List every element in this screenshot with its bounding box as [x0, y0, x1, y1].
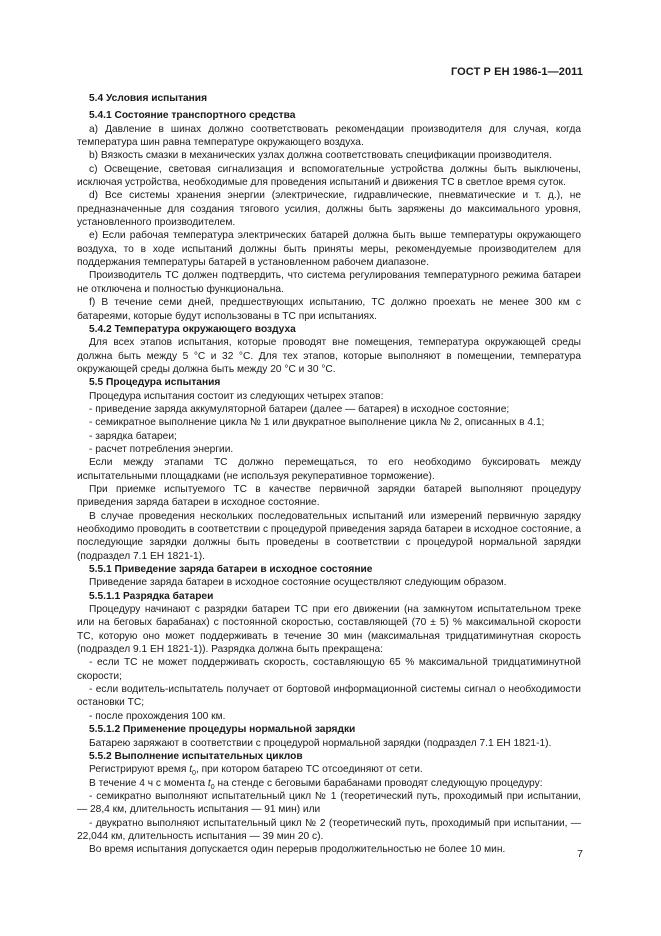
- paragraph: Производитель ТС должен подтвердить, что система регулирования температурного режима батареи не отключена и полностью функциональна.: [77, 270, 581, 295]
- text-fragment: , при котором батарею ТС отсоединяют от сети.: [195, 764, 423, 776]
- text-fragment: В течение 4 ч с момента: [89, 777, 208, 789]
- list-item: - если водитель-испытатель получает от бортовой информационной системы сигнал о необходимости остановки ТС;: [77, 684, 581, 709]
- paragraph: Если между этапами ТС должно перемещаться, то его необходимо буксировать между испытательными площадками (не используя рекуперативное торможение).: [77, 457, 581, 482]
- paragraph: Процедуру начинают с разрядки батареи ТС при его движении (на замкнутом испытательном треке или на беговых барабанах) с постоянной скоростью, составляющей (70 ± 5) % максимальной скорости ТС, которую оно может поддерживать в течение 30 мин (максимальная тридцатиминутная скорость (подраздел 9.1 ЕН 1821-1)). Разрядка должна быть прекращена:: [77, 604, 581, 656]
- section-5-4-1-heading: 5.4.1 Состояние транспортного средства: [89, 110, 296, 122]
- text-fragment: Регистрируют время: [89, 764, 190, 776]
- list-item: - семикратно выполняют испытательный цикл № 1 (теоретический путь, проходимый при испытании, — 28,4 км, длительность испытания — 91 мин) или: [77, 790, 581, 816]
- paragraph-t0-register: [77, 763, 581, 776]
- paragraph: Процедура испытания состоит из следующих четырех этапов:: [89, 390, 384, 402]
- section-5-5-1-2-heading: 5.5.1.2 Применение процедуры нормальной зарядки: [89, 724, 356, 736]
- paragraph: В случае проведения нескольких последовательных испытаний или измерений первичную зарядку необходимо проводить в соответствии с процедурой приведения заряда батареи в исходное состояние, а последующие зарядки должны быть проведены в соответствии с процедурой нормальной зарядки (подраздел 7.1 ЕН 1821-1).: [77, 510, 581, 562]
- paragraph: Для всех этапов испытания, которые проводят вне помещения, температура окружающей среды должна быть между 5 °С и 32 °С. Для тех этапов, которые выполняют в помещении, температура окружающей среды должна быть между 20 °С и 30 °С.: [77, 337, 581, 375]
- section-5-4-heading: 5.4 Условия испытания: [89, 93, 208, 104]
- list-item: - зарядка батареи;: [89, 430, 177, 442]
- list-item: - двукратно выполняют испытательный цикл № 2 (теоретический путь, проходимый при испытании, — 22,044 км, длительность испытания — 39 мин 20 с).: [77, 817, 581, 842]
- time-variable: t: [189, 764, 193, 776]
- paragraph: e) Если рабочая температура электрических батарей должна быть выше температуры окружающего воздуха, то в ходе испытаний должны быть приняты меры, рекомендуемые производителем для поддержания температуры батарей в установленном рабочем диапазоне.: [77, 230, 581, 269]
- paragraph: Батарею заряжают в соответствии с процедурой нормальной зарядки (подраздел 7.1 ЕН 1821-1).: [89, 737, 552, 749]
- paragraph: При приемке испытуемого ТС в качестве первичной зарядки батарей выполняют процедуру приведения заряда батареи в исходное состояние.: [77, 483, 581, 509]
- paragraph: Во время испытания допускается один перерыв продолжительностью не более 10 мин.: [89, 844, 506, 856]
- paragraph: Приведение заряда батареи в исходное состояние осуществляют следующим образом.: [89, 577, 507, 589]
- time-variable-subscript: 0: [192, 770, 196, 778]
- time-variable-subscript: 0: [210, 783, 215, 791]
- list-item: - семикратное выполнение цикла № 1 или двукратное выполнение цикла № 2, описанных в 4.1;: [89, 417, 545, 429]
- paragraph: d) Все системы хранения энергии (электрические, гидравлические, пневматические и т. д.), не предназначенные для создания тягового усилия, должны быть заряжены до максимального уровня, установленного производителем.: [77, 190, 581, 229]
- list-item: - приведение заряда аккумуляторной батареи (далее — батарея) в исходное состояние;: [89, 403, 510, 415]
- section-5-4-2-heading: 5.4.2 Температура окружающего воздуха: [89, 323, 296, 335]
- list-item: - если ТС не может поддерживать скорость, составляющую 65 % максимальной тридцатиминутной скорости;: [77, 657, 581, 682]
- list-item: - расчет потребления энергии.: [89, 443, 234, 455]
- section-5-5-1-heading: 5.5.1 Приведение заряда батареи в исходное состояние: [89, 564, 373, 576]
- paragraph: b) Вязкость смазки в механических узлах должна соответствовать спецификации производителя.: [89, 150, 552, 162]
- section-5-5-1-1-heading: 5.5.1.1 Разрядка батареи: [89, 590, 214, 602]
- paragraph: f) В течение семи дней, предшествующих испытанию, ТС должно проехать не менее 300 км с батареями, которые будут использованы в ТС при испытаниях.: [77, 297, 581, 322]
- page-number: 7: [577, 848, 583, 860]
- section-5-5-heading: 5.5 Процедура испытания: [89, 377, 221, 389]
- document-body: [77, 91, 581, 857]
- paragraph: a) Давление в шинах должно соответствовать рекомендации производителя для случая, когда температура шин равна температуре окружающего воздуха.: [77, 123, 581, 149]
- standard-code-header: ГОСТ Р ЕН 1986-1—2011: [450, 66, 583, 78]
- time-variable: t: [207, 777, 211, 789]
- paragraph-t0-procedure: [77, 777, 581, 790]
- text-fragment: на стенде с беговыми барабанами проводят следующую процедуру:: [214, 777, 543, 789]
- list-item: - после прохождения 100 км.: [89, 710, 226, 722]
- paragraph: c) Освещение, световая сигнализация и вспомогательные устройства должны быть выключены, исключая устройства, необходимые для проведения испытаний и движения ТС в светлое время суток.: [77, 163, 581, 189]
- section-5-5-2-heading: 5.5.2 Выполнение испытательных циклов: [89, 750, 303, 762]
